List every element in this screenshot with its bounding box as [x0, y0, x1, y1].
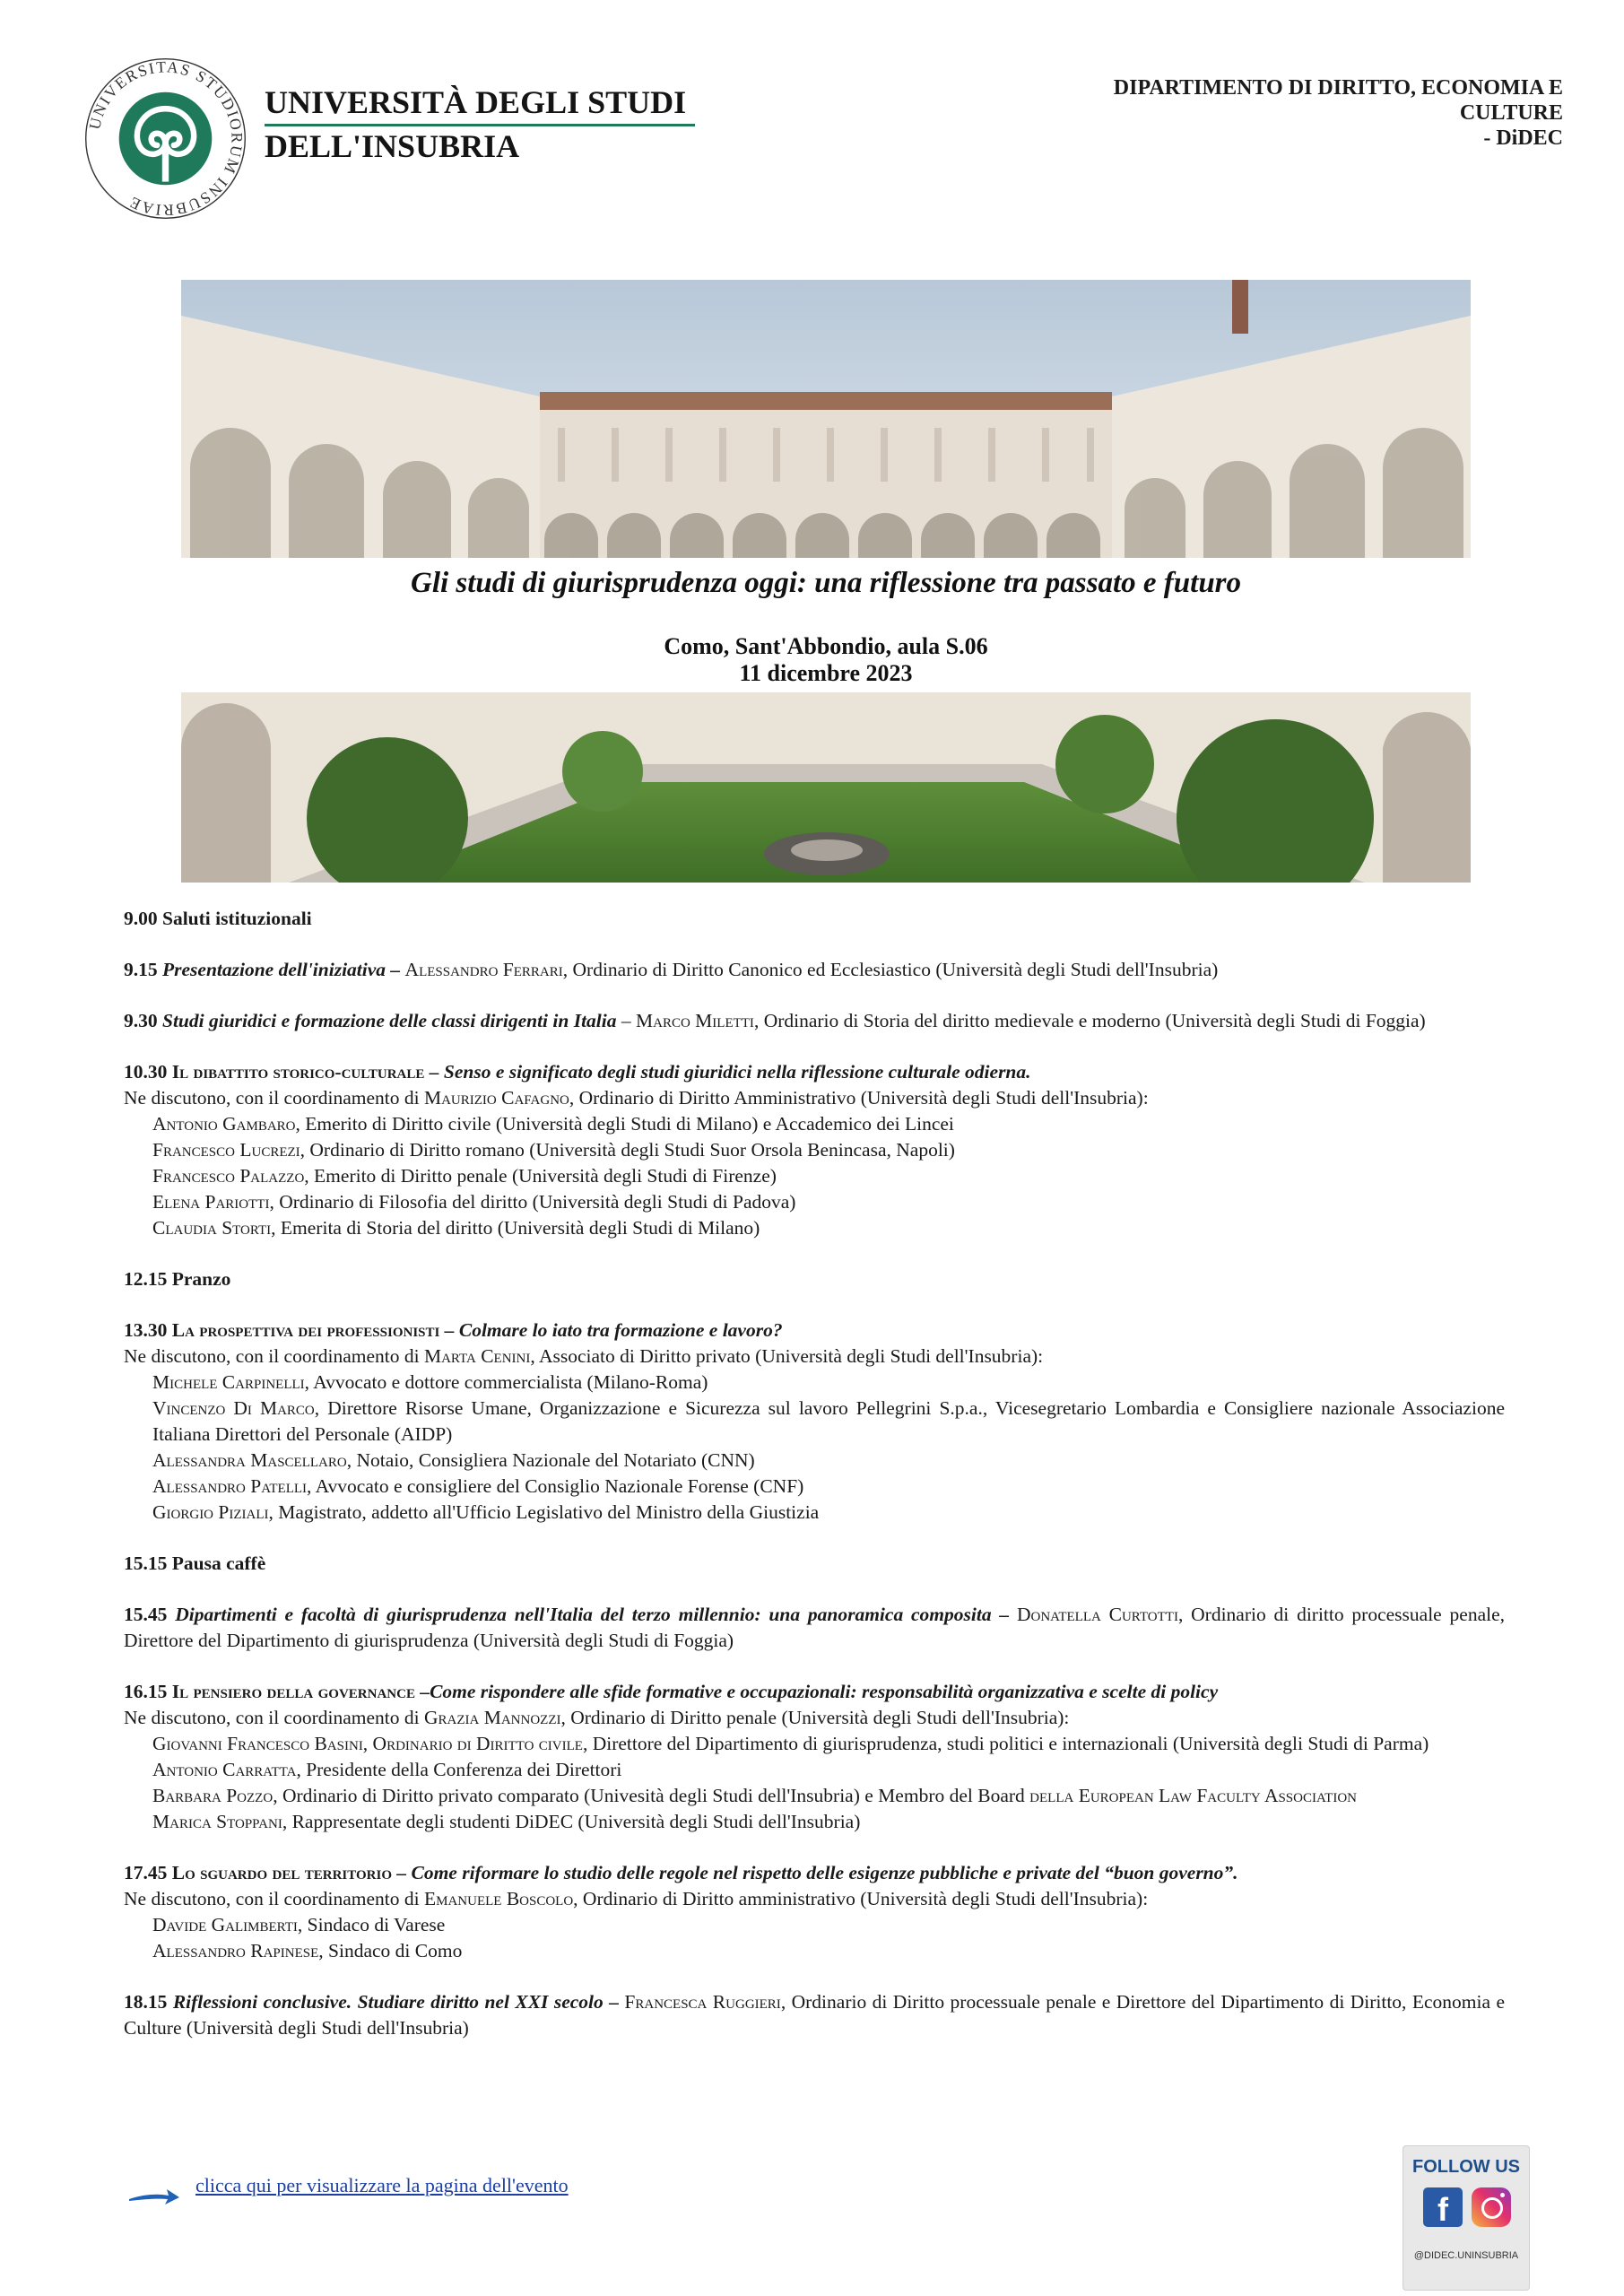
logo-ring-text: UNIVERSITAS STUDIORUM INSUBRIAE [85, 57, 247, 220]
speaker-name: Giorgio Piziali [152, 1501, 269, 1523]
item-speaker: Francesca Ruggieri [624, 1991, 781, 2013]
speaker-line [124, 1731, 1505, 1757]
speaker-line [124, 1370, 1505, 1396]
speaker-name: Francesco Palazzo [152, 1165, 305, 1187]
speaker-extra: della European Law Faculty Association [1029, 1785, 1357, 1806]
speaker-role: , Ordinario di Filosofia del diritto (Università degli Studi di Padova) [269, 1191, 796, 1213]
speaker-role: , Notaio, Consigliera Nazionale del Notariato (CNN) [346, 1449, 755, 1471]
item-coordinator-role: , Ordinario di Diritto penale (Università degli Studi dell'Insubria): [560, 1707, 1070, 1728]
speaker-line [124, 1474, 1505, 1500]
speaker-name: Alessandro Rapinese [152, 1940, 319, 1961]
department-name [1025, 75, 1563, 151]
speaker-line [124, 1757, 1505, 1783]
item-title: –Come rispondere alle sfide formative e occupazionali: responsabilità organizzativa e scelte di policy [414, 1681, 1219, 1702]
item-time: 15.45 [124, 1604, 168, 1625]
item-coordinator: Grazia Mannozzi [423, 1707, 561, 1728]
item-session: Lo sguardo del territorio [171, 1862, 392, 1883]
item-role: , Ordinario di Diritto Canonico ed Ecclesiastico (Università degli Studi dell'Insubria) [562, 959, 1219, 980]
item-coordinator-role: , Associato di Diritto privato (Università degli Studi dell'Insubria): [530, 1345, 1044, 1367]
item-title: – Colmare lo iato tra formazione e lavoro? [439, 1319, 783, 1341]
event-page-link[interactable]: clicca qui per visualizzare la pagina dell'evento [195, 2174, 569, 2196]
speaker-name: Marica Stoppani [152, 1811, 282, 1832]
item-session: Il pensiero della governance [171, 1681, 415, 1702]
item-time: 9.00 [124, 908, 158, 929]
follow-us-badge [1403, 2145, 1530, 2291]
follow-us-title: FOLLOW US [1412, 2157, 1520, 2177]
speaker-line [124, 1189, 1505, 1215]
speaker-line [124, 1783, 1505, 1809]
item-title: Pausa caffè [171, 1552, 266, 1574]
speaker-role: , Avvocato e consigliere del Consiglio Nazionale Forense (CNF) [307, 1475, 804, 1497]
item-title: Riflessioni conclusive. Studiare diritto nel XXI secolo – [172, 1991, 619, 2013]
department-line3: - DiDEC [1483, 126, 1563, 150]
speaker-role: , Emerita di Storia del diritto (Università degli Studi di Milano) [271, 1217, 760, 1239]
speaker-line [124, 1938, 1505, 1964]
speaker-line [124, 1500, 1505, 1526]
university-name-line1: UNIVERSITÀ DEGLI STUDI [265, 83, 695, 126]
speaker-name: Barbara Pozzo [152, 1785, 274, 1806]
speaker-role: , Emerito di Diritto civile (Università degli Studi di Milano) e Accademico dei Lincei [295, 1113, 954, 1135]
program-item [124, 1266, 1505, 1292]
program-item [124, 1989, 1505, 2041]
item-session: Il dibattito storico-culturale [171, 1061, 425, 1083]
item-title: Pranzo [171, 1268, 231, 1290]
item-intro: Ne discutono, con il coordinamento di [124, 1888, 424, 1909]
item-coordinator: Marta Cenini [423, 1345, 531, 1367]
speaker-role: , Direttore Risorse Umane, Organizzazione e Sicurezza sul lavoro Pellegrini S.p.a., Vicesegretario Lombardia e Consigliere nazionale Associazione Italiana Direttori del Personale (AIDP) [152, 1397, 1505, 1445]
social-handle: @DIDEC.UNINSUBRIA [1413, 2250, 1519, 2261]
university-name [265, 83, 695, 166]
program-item [124, 1860, 1505, 1964]
item-intro: Ne discutono, con il coordinamento di [124, 1087, 424, 1109]
item-time: 9.30 [124, 1010, 158, 1031]
speaker-line [124, 1215, 1505, 1241]
program-item [124, 1008, 1505, 1034]
item-time: 15.15 [124, 1552, 168, 1574]
instagram-icon[interactable] [1472, 2187, 1511, 2227]
item-title: – Senso e significato degli studi giuridici nella riflessione culturale odierna. [424, 1061, 1031, 1083]
speaker-line [124, 1448, 1505, 1474]
item-speaker: Alessandro Ferrari [404, 959, 563, 980]
speaker-role: , Direttore del Dipartimento di giurisprudenza, studi politici e internazionali (Università degli Studi di Parma) [582, 1733, 1429, 1754]
speaker-name: Francesco Lucrezi [152, 1139, 300, 1161]
speaker-role: , Avvocato e dottore commercialista (Milano-Roma) [304, 1371, 708, 1393]
item-role: , Ordinario di diritto processuale penale, Direttore del Dipartimento di giurisprudenza (Università degli Studi di Foggia) [124, 1604, 1506, 1651]
program-item [124, 1551, 1505, 1577]
speaker-name: Alessandro Patelli [152, 1475, 308, 1497]
item-coordinator: Maurizio Cafagno [423, 1087, 569, 1109]
item-title: Presentazione dell'iniziativa – [162, 959, 401, 980]
item-coordinator-role: , Ordinario di Diritto Amministrativo (Università degli Studi dell'Insubria): [569, 1087, 1149, 1109]
speaker-role: , Ordinario di Diritto privato comparato (Univesità degli Studi dell'Insubria) e Membro del Board [273, 1785, 1030, 1806]
speaker-name: Claudia Storti [152, 1217, 272, 1239]
program [124, 906, 1505, 2066]
department-line1: DIPARTIMENTO DI DIRITTO, ECONOMIA E [1113, 76, 1563, 100]
speaker-line [124, 1137, 1505, 1163]
speaker-line [124, 1111, 1505, 1137]
facebook-icon[interactable]: f [1423, 2187, 1463, 2227]
item-time: 17.45 [124, 1862, 168, 1883]
speaker-name: Davide Galimberti [152, 1914, 298, 1935]
speaker-role: , Sindaco di Varese [297, 1914, 446, 1935]
speaker-name: Elena Pariotti [152, 1191, 270, 1213]
item-time: 9.15 [124, 959, 158, 980]
speaker-role: , Ordinario di Diritto romano (Università degli Studi Suor Orsola Benincasa, Napoli) [300, 1139, 955, 1161]
speaker-role: , Presidente della Conferenza dei Direttori [296, 1759, 622, 1780]
banner-title: Gli studi di giurisprudenza oggi: una riflessione tra passato e futuro [410, 567, 1242, 599]
program-item [124, 1059, 1505, 1241]
item-role: , Ordinario di Diritto processuale penale e Direttore del Dipartimento di Diritto, Economia e Culture (Università degli Studi dell'Insubria) [124, 1991, 1506, 2039]
speaker-line [124, 1163, 1505, 1189]
arrow-right-icon [127, 2187, 181, 2206]
item-intro: Ne discutono, con il coordinamento di [124, 1707, 424, 1728]
item-title: Saluti istituzionali [162, 908, 312, 929]
banner-date: 11 dicembre 2023 [739, 660, 913, 686]
speaker-line [124, 1912, 1505, 1938]
program-item [124, 1602, 1505, 1654]
department-line2: CULTURE [1459, 101, 1563, 125]
speaker-name: Alessandra Mascellaro [152, 1449, 347, 1471]
item-intro: Ne discutono, con il coordinamento di [124, 1345, 424, 1367]
speaker-name: Antonio Gambaro [152, 1113, 296, 1135]
speaker-role: , Magistrato, addetto all'Ufficio Legislativo del Ministro della Giustizia [268, 1501, 820, 1523]
item-time: 16.15 [124, 1681, 168, 1702]
item-time: 13.30 [124, 1319, 168, 1341]
item-title: Studi giuridici e formazione delle classi dirigenti in Italia [162, 1010, 617, 1031]
program-item [124, 906, 1505, 932]
university-logo [83, 56, 248, 222]
item-coordinator: Emanuele Boscolo [423, 1888, 574, 1909]
item-time: 12.15 [124, 1268, 168, 1290]
speaker-line [124, 1396, 1505, 1448]
speaker-role: , Sindaco di Como [318, 1940, 463, 1961]
item-separator: – [616, 1010, 636, 1031]
item-session: La prospettiva dei professionisti [171, 1319, 440, 1341]
item-speaker: Donatella Curtotti [1016, 1604, 1178, 1625]
program-item [124, 957, 1505, 983]
item-speaker: Marco Miletti [636, 1010, 754, 1031]
speaker-line [124, 1809, 1505, 1835]
item-time: 10.30 [124, 1061, 168, 1083]
speaker-role: , Rappresentate degli studenti DiDEC (Università degli Studi dell'Insubria) [282, 1811, 861, 1832]
speaker-role: , Emerito di Diritto penale (Università degli Studi di Firenze) [304, 1165, 777, 1187]
item-title: – Come riformare lo studio delle regole nel rispetto delle esigenze pubbliche e private del “buon governo”. [391, 1862, 1238, 1883]
university-name-line2: DELL'INSUBRIA [265, 128, 520, 164]
item-time: 18.15 [124, 1991, 168, 2013]
speaker-name: Antonio Carratta [152, 1759, 297, 1780]
program-item [124, 1679, 1505, 1835]
speaker-name: Michele Carpinelli [152, 1371, 305, 1393]
item-title: Dipartimenti e facoltà di giurisprudenza nell'Italia del terzo millennio: una panoramica composita – [175, 1604, 1010, 1625]
speaker-name: Giovanni Francesco Basini, Ordinario di Diritto civile [152, 1733, 583, 1754]
item-coordinator-role: , Ordinario di Diritto amministrativo (Università degli Studi dell'Insubria): [573, 1888, 1149, 1909]
banner-place: Como, Sant'Abbondio, aula S.06 [664, 633, 988, 659]
item-role: , Ordinario di Storia del diritto medievale e moderno (Università degli Studi di Foggia) [753, 1010, 1426, 1031]
program-item [124, 1318, 1505, 1526]
speaker-name: Vincenzo Di Marco [152, 1397, 315, 1419]
banner-place-date [181, 633, 1471, 687]
